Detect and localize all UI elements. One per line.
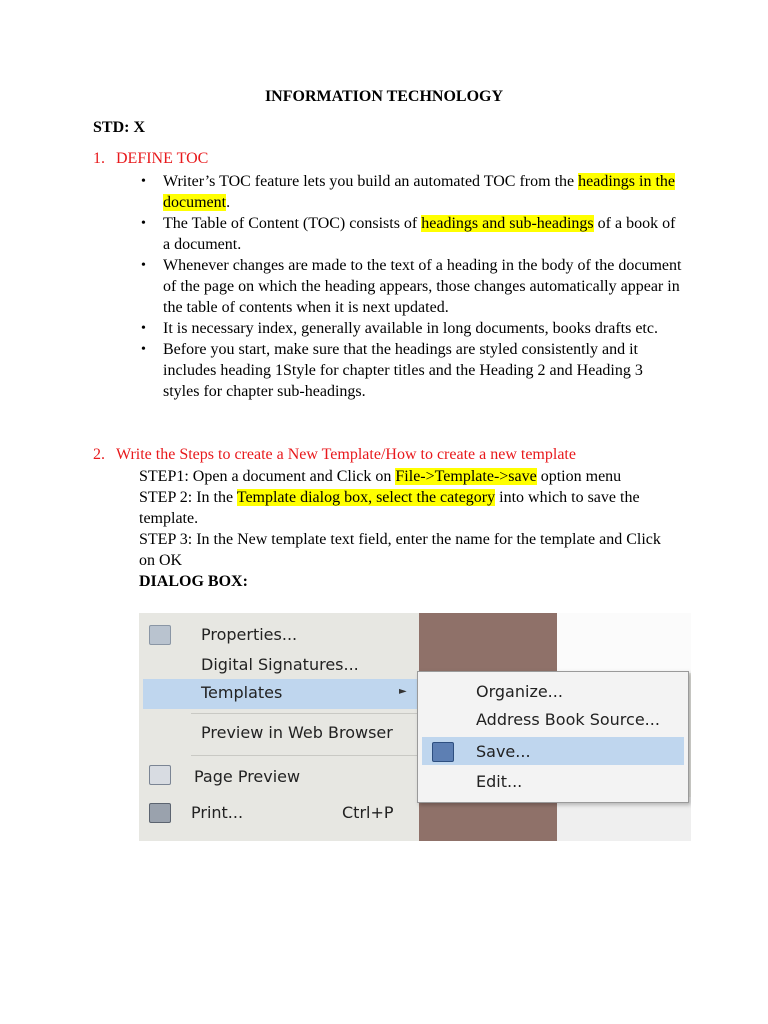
screenshot-background [557,613,691,673]
menu-item-print[interactable]: Print... [191,803,244,822]
step-text: STEP1: Open a document and Click on [139,468,396,485]
list-item [141,213,683,255]
submenu-item-save[interactable]: Save... [476,742,531,761]
save-icon [432,742,454,762]
highlighted-text: headings in the document [163,173,675,211]
print-shortcut: Ctrl+P [342,803,394,822]
submenu-arrow-icon: ► [399,686,407,697]
step-3: STEP 3: In the New template text field, enter the name for the template and Click on OK [139,531,661,569]
menu-item-page-preview[interactable]: Page Preview [194,767,301,786]
section-2-heading [93,446,576,464]
bullet-icon: • [141,216,146,231]
list-item [141,318,683,339]
step-1 [139,466,679,487]
menu-item-digital-signatures[interactable]: Digital Signatures... [201,655,359,674]
submenu-item-highlight [422,737,684,765]
step-text: into which to save the template. [139,489,640,527]
template-steps [139,466,679,592]
standard-label: STD: X [93,119,146,136]
properties-icon [149,625,171,645]
bullet-icon: • [141,258,146,273]
section-2-number: 2. [93,446,105,463]
menu-separator [191,713,421,714]
highlighted-text: headings and sub-headings [421,215,594,232]
bullet-text: Before you start, make sure that the headings are styled consistently and it includes heading 1Style for chapter titles and the Heading 2 and Heading 3 styles for chapter sub-headings. [163,341,643,400]
highlighted-text: Template dialog box, select the category [236,489,496,506]
dialog-box-label: DIALOG BOX: [139,573,248,590]
page-preview-icon [149,765,171,785]
menu-screenshot [139,613,691,841]
page-title: INFORMATION TECHNOLOGY [264,88,504,105]
screenshot-background [419,797,557,841]
menu-item-properties[interactable]: Properties... [201,625,298,644]
bullet-text: . [226,194,231,211]
bullet-icon: • [141,342,146,357]
list-item [141,171,683,213]
screenshot-background [419,613,557,673]
submenu-item-address-book[interactable]: Address Book Source... [476,710,660,729]
submenu-item-organize[interactable]: Organize... [476,682,563,701]
section-2-title: Write the Steps to create a New Template/How to create a new template [116,446,576,463]
menu-item-templates[interactable]: Templates [201,683,283,702]
submenu-item-edit[interactable]: Edit... [476,772,523,791]
menu-separator [191,755,421,756]
step-text: option menu [536,468,622,485]
section-1-title: DEFINE TOC [116,150,209,167]
screenshot-background [557,797,691,841]
list-item [141,339,683,402]
section-1-number: 1. [93,150,105,167]
bullet-icon: • [141,174,146,189]
menu-item-preview-web[interactable]: Preview in Web Browser [201,723,393,742]
step-2 [139,487,679,529]
highlighted-text: File->Template->save [395,468,537,485]
section-1-heading [93,150,208,168]
bullet-text: Whenever changes are made to the text of a heading in the body of the document of the page on which the heading appears, those changes automatically appear in the table of contents when it is next updated. [163,257,682,316]
bullet-icon: • [141,321,146,336]
bullet-text: It is necessary index, generally available in long documents, books drafts etc. [163,320,658,337]
print-icon [149,803,171,823]
bullet-text: Writer’s TOC feature lets you build an automated TOC from the [163,173,579,190]
bullet-text: of a book of a document. [163,215,676,253]
templates-submenu [417,671,689,803]
toc-bullet-list [141,171,683,402]
bullet-text: The Table of Content (TOC) consists of [163,215,422,232]
step-text: STEP 2: In the [139,489,237,506]
list-item [141,255,683,318]
